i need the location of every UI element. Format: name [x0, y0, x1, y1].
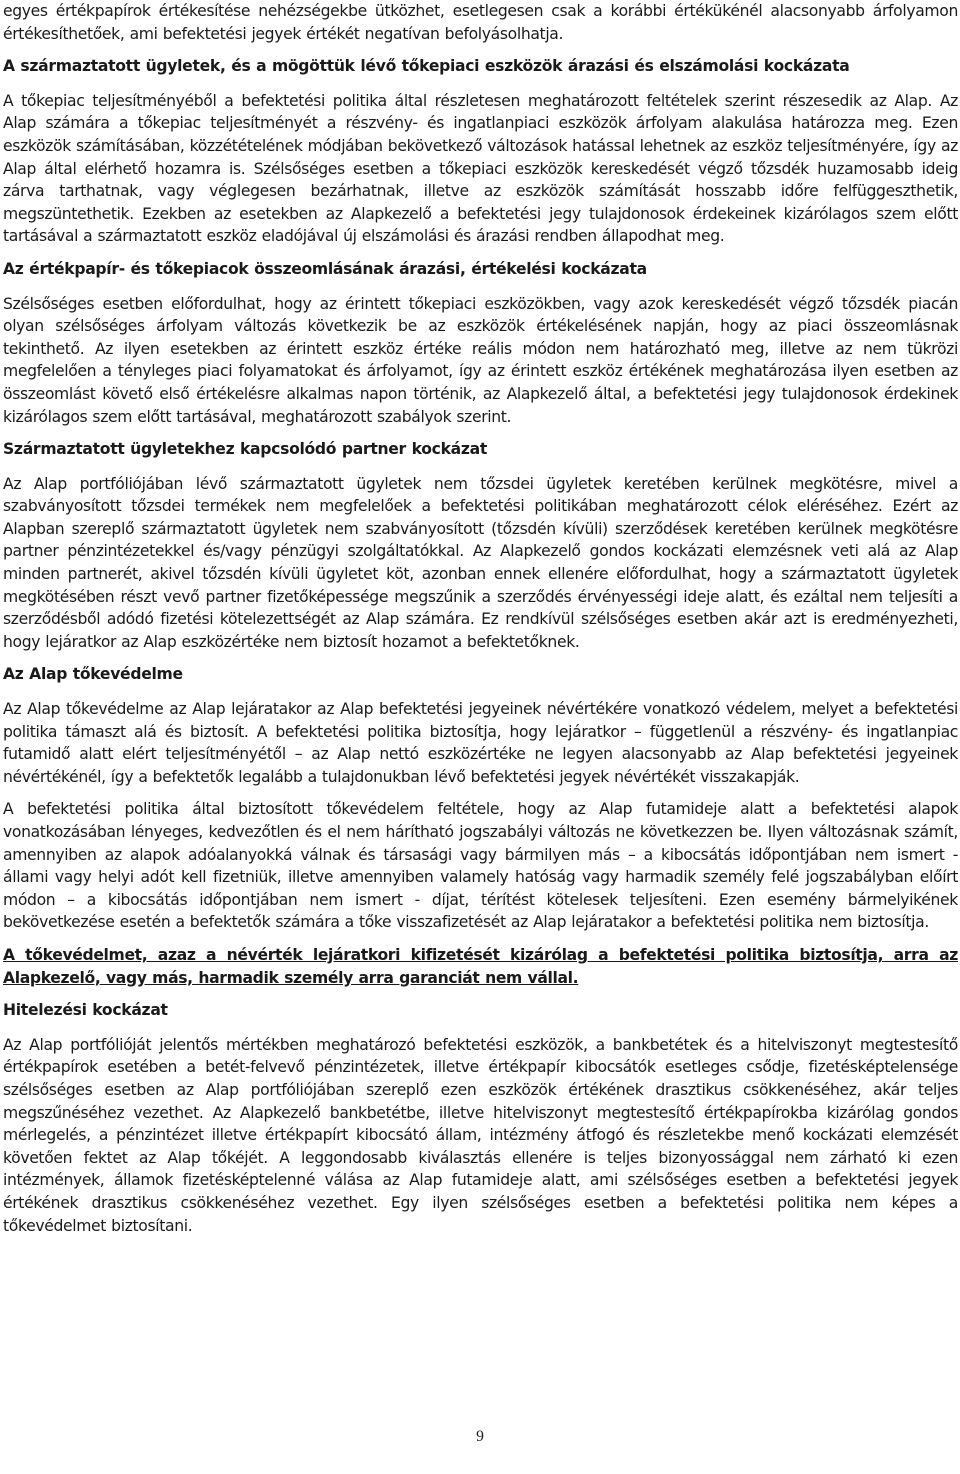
paragraph-derivative-risk: A tőkepiac teljesítményéből a befektetési politika által részletesen meghatározott feltételek szerint részesedik az Alap. Az Alap számára a tőkepiac teljesítményét a részvény- és ingatlanpiaci eszközök árfolyam alakulása határozza meg. Ezen eszközök számításában, közzétételének módjában bekövetkező változások hatással lehetnek az eszköz teljesítményére, így az Alap által elérhető hozamra is. Szélsőséges esetben a tőkepiaci eszközök kereskedését végző tőzsdék huzamosabb ideig zárva tarthatnak, vagy véglegesen bezárhatnak, illetve az eszközök számítását hosszabb időre felfüggeszthetik, megszüntethetik. Ezekben az esetekben az Alapkezelő a befektetési jegy tulajdonosok érdekeinek kizárólagos szem előtt tartásával a származtatott eszköz eladójával új elszámolási és árazási rendben állapodhat meg. — [3, 91, 958, 246]
paragraph-intro: egyes értékpapírok értékesítése nehézségekbe ütközhet, esetlegesen csak a korábbi értékükénél alacsonyabb árfolyamon értékesíthetőek, ami befektetési jegyek értékét negatívan befolyásolhatja. — [3, 2, 958, 43]
heading-collapse-risk: Az értékpapír- és tőkepiacok összeomlásának árazási, értékelési kockázata — [3, 259, 647, 278]
heading-capital-protection: Az Alap tőkevédelme — [3, 665, 183, 684]
heading-derivative-risk: A származtatott ügyletek, és a mögöttük lévő tőkepiaci eszközök árazási és elszámolási kockázata — [3, 57, 850, 76]
page-number: 9 — [476, 1428, 484, 1445]
paragraph-collapse-risk: Szélsőséges esetben előfordulhat, hogy az érintett tőkepiaci eszközökben, vagy azok kereskedését végző tőzsdék piacán olyan szélsőséges árfolyam változás következik be az eszközök értékelésének napján, hogy az piaci összeomlásnak tekinthető. Az ilyen esetekben az érintett eszköz értéke reális módon nem határozható meg, illetve az nem tükrözi megfelelően a tényleges piaci folyamatokat és árfolyamot, így az érintett eszköz értékének meghatározása ilyen esetben az összeomlást követő első értékelésre alkalmas napon történik, az Alapkezelő által, a befektetési jegy tulajdonosok érdekinek kizárólagos szem előtt tartásával, meghatározott szabályok szerint. — [3, 294, 958, 426]
paragraph-capital-protection-warning: A tőkevédelmet, azaz a névérték lejáratkori kifizetését kizárólag a befektetési politika biztosítja, arra az Alapkezelő, vagy más, harmadik személy arra garanciát nem vállal. — [3, 945, 958, 987]
paragraph-credit-risk: Az Alap portfólióját jelentős mértékben meghatározó befektetési eszközök, a bankbetétek és a hitelviszonyt megtestesítő értékpapírok esetében a betét-felvevő pénzintézetek, illetve értékpapír kibocsátók esetleges csődje, fizetésképtelensége szélsőséges esetben az Alap portfóliójában szereplő ezen eszközök értékének drasztikus csökkenéséhez, akár teljes megszűnéséhez vezethet. Az Alapkezelő bankbetétbe, illetve hitelviszonyt megtestesítő értékpapírokba kizárólag gondos mérlegelés, a pénzintézet illetve értékpapírt kibocsátó állam, intézmény átfogó és részletekbe menő kockázati elemzését követően fektet az Alap tőkéjét. A leggondosabb kiválasztás ellenére is teljes bizonyossággal nem zárható ki ezen intézmények, államok fizetésképtelenné válása az Alap futamideje alatt, ami szélsőséges esetben a befektetési jegyek értékének drasztikus csökkenéséhez vezethet. Egy ilyen szélsőséges esetben a befektetési politika nem képes a tőkevédelmet biztosítani. — [3, 1035, 958, 1235]
paragraph-capital-protection-1: Az Alap tőkevédelme az Alap lejáratakor az Alap befektetési jegyeinek névértékére vonatkozó védelem, melyet a befektetési politika támaszt alá és biztosít. A befektetési politika biztosítja, hogy lejáratkor – függetlenül a részvény- és ingatlanpiac futamidő alatt elért teljesítményétől – az Alap nettó eszközértéke ne legyen alacsonyabb az Alap befektetési jegyeinek névértékénél, így a befektetők legalább a tulajdonukban lévő befektetési jegyek névértékét visszakapják. — [3, 700, 958, 786]
paragraph-capital-protection-2: A befektetési politika által biztosított tőkevédelem feltétele, hogy az Alap futamideje alatt a befektetési alapok vonatkozásában lényeges, kedvezőtlen és el nem hárítható jogszabályi változás ne következzen be. Ilyen változásnak számít, amennyiben az alapok adóalanyokká válnak és társasági vagy bármilyen más – a kibocsátás időpontjában nem ismert - állami vagy helyi adót kell fizetniük, illetve amennyiben valamely hatóság vagy harmadik személy felé jogszabályban előírt módon – a kibocsátás időpontjában nem ismert - díjat, térítést kötelesek teljesíteni. Ezen esemény bármelyikének bekövetkezése esetén a befektetők számára a tőke visszafizetését az Alap lejáratakor a befektetési politika nem biztosítja. — [3, 800, 958, 932]
heading-partner-risk: Származtatott ügyletekhez kapcsolódó partner kockázat — [3, 440, 488, 459]
paragraph-partner-risk: Az Alap portfóliójában lévő származtatott ügyletek nem tőzsdei ügyletek keretében kerülnek megkötésre, mivel a szabványosított tőzsdei termékek nem megfelelőek a befektetési politikában meghatározott célok eléréséhez. Ezért az Alapban szereplő származtatott ügyletek nem szabványosított (tőzsdén kívüli) szerződések keretében kerülnek megkötésre partner pénzintézetekkel és/vagy pénzügyi szolgáltatókkal. Az Alapkezelő gondos kockázati elemzésnek veti alá az Alap minden partnerét, akivel tőzsdén kívüli ügyletet köt, azonban ennek ellenére előfordulhat, hogy a származtatott ügyletek megkötésében részt vevő partner fizetőképessége megszűnik a szerződés érvényességi ideje alatt, és ezáltal nem teljesíti a szerződésből adódó fizetési kötelezettségét az Alap számára. Ez rendkívül szélsőséges esetben akár azt is eredményezheti, hogy lejáratkor az Alap eszközértéke nem biztosít hozamot a befektetőknek. — [3, 474, 958, 651]
heading-credit-risk: Hitelezési kockázat — [3, 1001, 168, 1020]
